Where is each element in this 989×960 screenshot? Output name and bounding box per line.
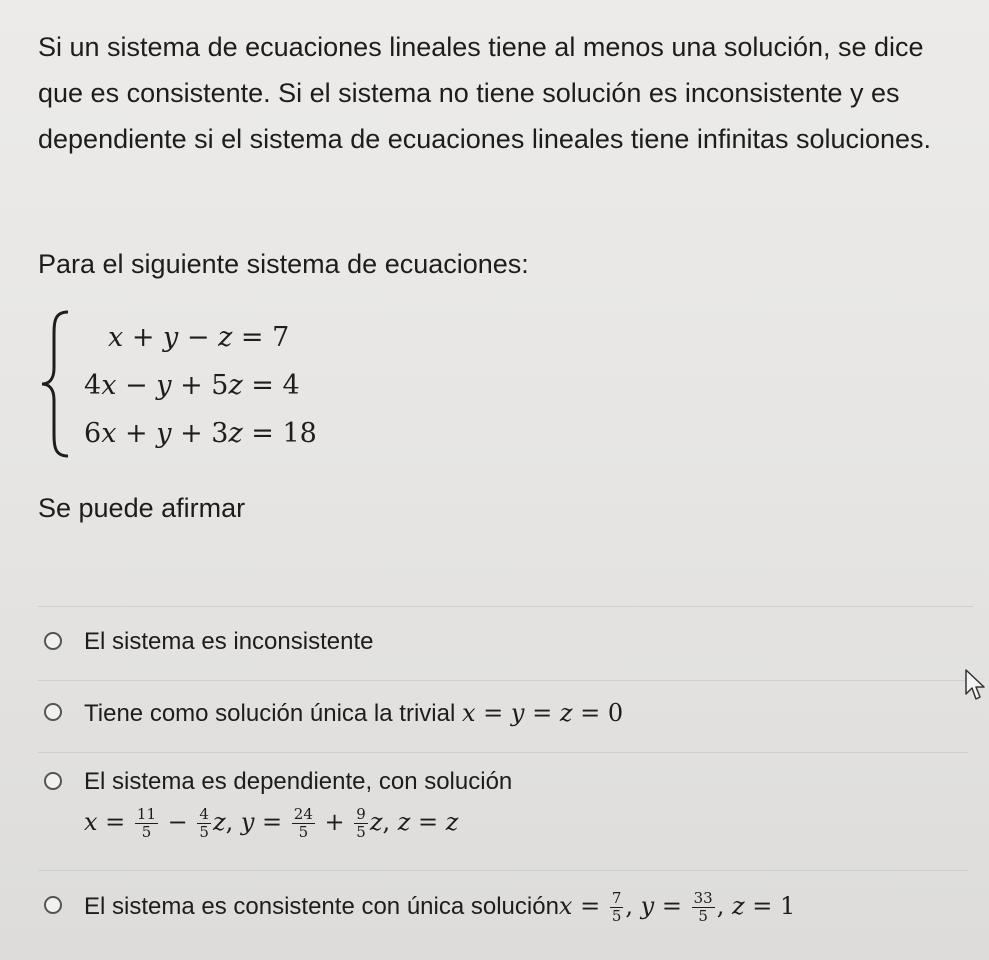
option-label: El sistema es consistente con única soluciónx = $\frac{7}{5}$ , y = $\frac{33}{5}$ , z = 1 [84,889,796,925]
option-math: x = y = z = 0 [461,699,624,727]
divider [38,606,973,607]
equation-system [36,308,376,460]
option-label: Tiene como solución única la trivial x = y = z = 0 [84,699,624,727]
option-math: x = $\frac{11}{5}$ − $\frac{4}{5}$ z, y = $\frac{24}{5}$ + $\frac{9}{5}$ z, z = z [84,805,459,841]
option-dependent[interactable] [38,762,968,862]
radio-circle-icon[interactable] [44,896,62,914]
radio-circle-icon[interactable] [44,772,62,790]
equation-2: 4x − y + 5z = 4 [84,370,300,401]
radio-circle-icon[interactable] [44,703,62,721]
radio-circle-icon[interactable] [44,632,62,650]
divider [38,752,968,753]
option-trivial-solution[interactable] [38,694,968,734]
divider [38,680,968,681]
equation-1: x + y − z = 7 [108,322,290,353]
intro-paragraph: Si un sistema de ecuaciones lineales tiene al menos una solución, se dice que es consistente. Si el sistema no tiene solución es inconsistente y es dependiente si el sistema de ecuaciones lineales tiene infinitas soluciones. [38,32,932,154]
question-stem: Se puede afirmar [38,493,246,523]
option-label: El sistema es dependiente, con solución [84,768,513,795]
option-unique-solution[interactable] [38,884,968,938]
divider [38,870,968,871]
option-label: El sistema es inconsistente [84,628,374,655]
left-brace-icon [36,308,76,460]
option-math: x = $\frac{7}{5}$ , y = $\frac{33}{5}$ , z = 1 [558,889,796,925]
option-inconsistent[interactable] [38,622,968,662]
equation-3: 6x + y + 3z = 18 [84,418,317,449]
mouse-pointer-icon [964,668,986,702]
system-prompt: Para el siguiente sistema de ecuaciones: [38,249,529,279]
